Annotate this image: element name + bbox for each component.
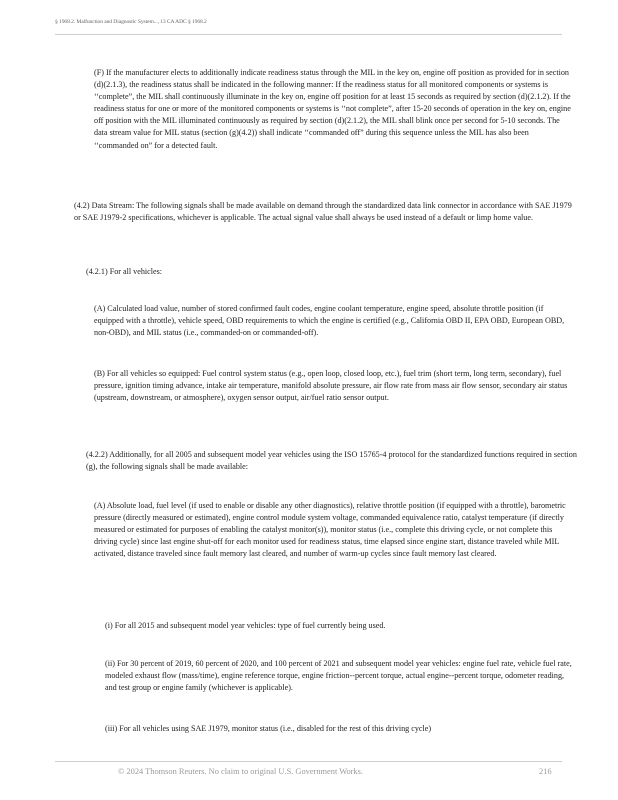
paragraph-4-2-2-a-ii bbox=[105, 658, 575, 694]
paragraph-4-2-1-b bbox=[94, 368, 574, 404]
paragraph-text: (4.2.1) For all vehicles: bbox=[86, 267, 163, 276]
paragraph-text: (B) For all vehicles so equipped: Fuel control system status (e.g., open loop, closed loop, etc.), fuel trim (short term, long term, secondary), fuel pressure, ignition timing advance, intake air temperature, manifold absolute pressure, air flow rate from mass air flow sensor, secondary air status (upstream, downstream, or atmosphere), oxygen sensor output, air/fuel ratio sensor output. bbox=[94, 369, 568, 403]
paragraph-4-2-data-stream bbox=[74, 200, 574, 224]
page-number: 216 bbox=[539, 767, 552, 776]
footer-rule bbox=[55, 761, 562, 762]
paragraph-text: (4.2.2) Additionally, for all 2005 and subsequent model year vehicles using the ISO 15765-4 protocol for the standardized functions required in section (g), the following signals shall be made available: bbox=[86, 450, 577, 472]
paragraph-text: (ii) For 30 percent of 2019, 60 percent of 2020, and 100 percent of 2021 and subsequent model year vehicles: engine fuel rate, vehicle fuel rate, modeled exhaust flow (mass/time), engine reference torque, engine friction--percent torque, actual engine--percent torque, odometer reading, and test group or engine family (whichever is applicable). bbox=[105, 659, 572, 693]
paragraph-text: (F) If the manufacturer elects to additionally indicate readiness status through the MIL in the key on, engine off position as provided for in section (d)(2.1.3), the readiness status shall be indicated in the following manner: If the readiness status for all monitored components or systems is ‘‘complete”, the MIL shall continuously illuminate in the key on, engine off position for at least 15 seconds as required by section (d)(2.1.2). If the readiness status for one or more of the monitored components or systems is ‘‘not complete”, after 15-20 seconds of operation in the key on, engine off position with the MIL illuminated continuously as required by section (d)(2.1.2), the MIL shall blink once per second for 5-10 seconds. The data stream value for MIL status (section (g)(4.2)) shall indicate ‘‘commanded off” during this sequence unless the MIL has also been ‘‘commanded on” for a detected fault. bbox=[94, 68, 571, 150]
paragraph-text: (4.2) Data Stream: The following signals shall be made available on demand through the standardized data link connector in accordance with SAE J1979 or SAE J1979-2 specifications, whichever is applicable. The actual signal value shall always be used instead of a default or limp home value. bbox=[74, 201, 572, 223]
header-rule bbox=[55, 34, 562, 35]
paragraph-text: (iii) For all vehicles using SAE J1979, monitor status (i.e., disabled for the rest of this driving cycle) bbox=[105, 724, 432, 733]
paragraph-4-2-2 bbox=[86, 449, 578, 473]
paragraph-4-2-1-heading bbox=[86, 266, 566, 278]
paragraph-text: (A) Absolute load, fuel level (if used to enable or disable any other diagnostics), relative throttle position (if equipped with a throttle), barometric pressure (directly measured or estimated), engine control module system voltage, commanded equivalence ratio, catalyst temperature (if directly measured or estimated for purposes of enabling the catalyst monitor(s)), monitor status (i.e., complete this driving cycle, or not complete this driving cycle) since last engine shut-off for each monitor used for readiness status, time elapsed since engine start, distance traveled while MIL activated, distance traveled since fault memory last cleared, and number of warm-up cycles since fault memory last cleared. bbox=[94, 501, 566, 559]
paragraph-4-2-2-a-iii bbox=[105, 723, 575, 735]
paragraph-f-readiness-status bbox=[94, 67, 574, 152]
copyright-notice: © 2024 Thomson Reuters. No claim to original U.S. Government Works. bbox=[118, 767, 363, 776]
paragraph-4-2-1-a bbox=[94, 303, 574, 339]
paragraph-4-2-2-a bbox=[94, 500, 574, 560]
running-head: § 1968.2. Malfunction and Diagnostic System..., 13 CA ADC § 1968.2 bbox=[55, 19, 207, 25]
paragraph-text: (i) For all 2015 and subsequent model year vehicles: type of fuel currently being used. bbox=[105, 621, 386, 630]
paragraph-text: (A) Calculated load value, number of stored confirmed fault codes, engine coolant temperature, engine speed, absolute throttle position (if equipped with a throttle), vehicle speed, OBD requirements to which the engine is certified (e.g., California OBD II, EPA OBD, European OBD, non-OBD), and MIL status (i.e., commanded-on or commanded-off). bbox=[94, 304, 565, 338]
paragraph-4-2-2-a-i bbox=[105, 620, 575, 632]
